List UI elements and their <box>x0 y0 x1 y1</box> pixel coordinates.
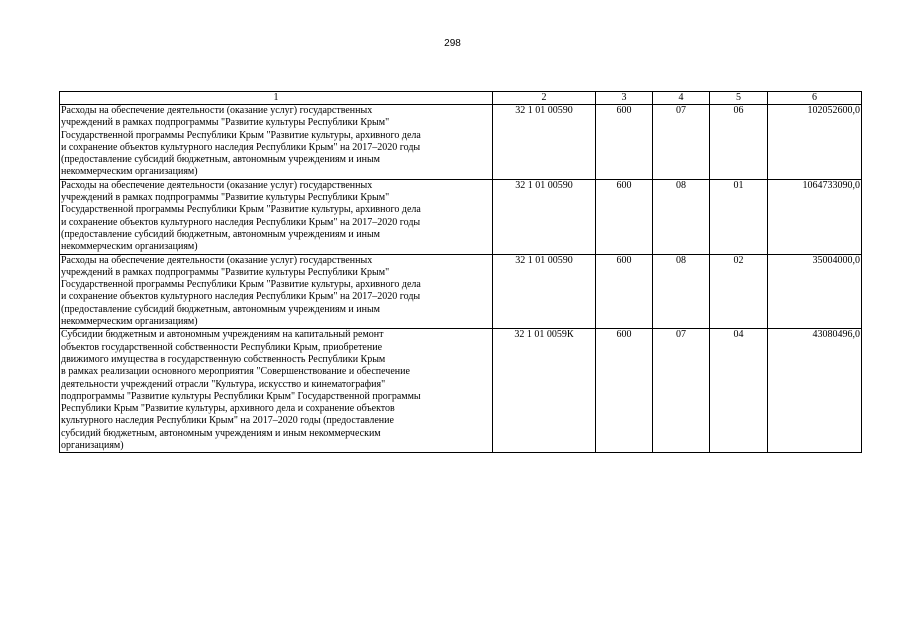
row-description: Расходы на обеспечение деятельности (оказание услуг) государственных учреждений в рамках подпрограммы "Развитие культуры Республики Крым" Государственной программы Республики Крым "Развитие культуры, архивного дела и сохранение объектов культурного наследия Республики Крым" на 2017–2020 годы (предоставление субсидий бюджетным, автономным учреждениям и иным некоммерческим организациям) <box>60 179 493 254</box>
page-number: 298 <box>444 38 461 49</box>
row-section: 07 <box>653 329 710 453</box>
row-subsection: 04 <box>710 329 768 453</box>
column-header-2: 2 <box>493 92 596 105</box>
row-target-code: 32 1 01 00590 <box>493 105 596 180</box>
row-description: Расходы на обеспечение деятельности (оказание услуг) государственных учреждений в рамках подпрограммы "Развитие культуры Республики Крым" Государственной программы Республики Крым "Развитие культуры, архивного дела и сохранение объектов культурного наследия Республики Крым" на 2017–2020 годы (предоставление субсидий бюджетным, автономным учреждениям и иным некоммерческим организациям) <box>60 254 493 329</box>
column-header-1: 1 <box>60 92 493 105</box>
row-expense-type: 600 <box>596 105 653 180</box>
column-header-4: 4 <box>653 92 710 105</box>
budget-table <box>59 91 862 453</box>
column-header-3: 3 <box>596 92 653 105</box>
row-section: 08 <box>653 179 710 254</box>
row-sum: 1064733090,0 <box>768 179 862 254</box>
table-row <box>60 105 862 180</box>
table-header-row <box>60 92 862 105</box>
row-section: 08 <box>653 254 710 329</box>
row-description: Субсидии бюджетным и автономным учреждениям на капитальный ремонт объектов государственной собственности Республики Крым, приобретение движимого имущества в государственную собственность Республики Крым в рамках реализации основного мероприятия "Совершенствование и обеспечение деятельности учреждений отрасли "Культура, искусство и кинематография" подпрограммы "Развитие культуры Республики Крым" Государственной программы Республики Крым "Развитие культуры, архивного дела и сохранение объектов культурного наследия Республики Крым" на 2017–2020 годы (предоставление субсидий бюджетным, автономным учреждениям и иным некоммерческим организациям) <box>60 329 493 453</box>
row-sum: 35004000,0 <box>768 254 862 329</box>
table-row <box>60 179 862 254</box>
row-subsection: 01 <box>710 179 768 254</box>
row-description: Расходы на обеспечение деятельности (оказание услуг) государственных учреждений в рамках подпрограммы "Развитие культуры Республики Крым" Государственной программы Республики Крым "Развитие культуры, архивного дела и сохранение объектов культурного наследия Республики Крым" на 2017–2020 годы (предоставление субсидий бюджетным, автономным учреждениям и иным некоммерческим организациям) <box>60 105 493 180</box>
row-expense-type: 600 <box>596 329 653 453</box>
column-header-5: 5 <box>710 92 768 105</box>
table-row <box>60 254 862 329</box>
row-expense-type: 600 <box>596 254 653 329</box>
row-target-code: 32 1 01 00590 <box>493 254 596 329</box>
row-section: 07 <box>653 105 710 180</box>
row-subsection: 02 <box>710 254 768 329</box>
row-target-code: 32 1 01 0059К <box>493 329 596 453</box>
table-row <box>60 329 862 453</box>
row-expense-type: 600 <box>596 179 653 254</box>
row-sum: 43080496,0 <box>768 329 862 453</box>
row-sum: 102052600,0 <box>768 105 862 180</box>
row-target-code: 32 1 01 00590 <box>493 179 596 254</box>
column-header-6: 6 <box>768 92 862 105</box>
row-subsection: 06 <box>710 105 768 180</box>
